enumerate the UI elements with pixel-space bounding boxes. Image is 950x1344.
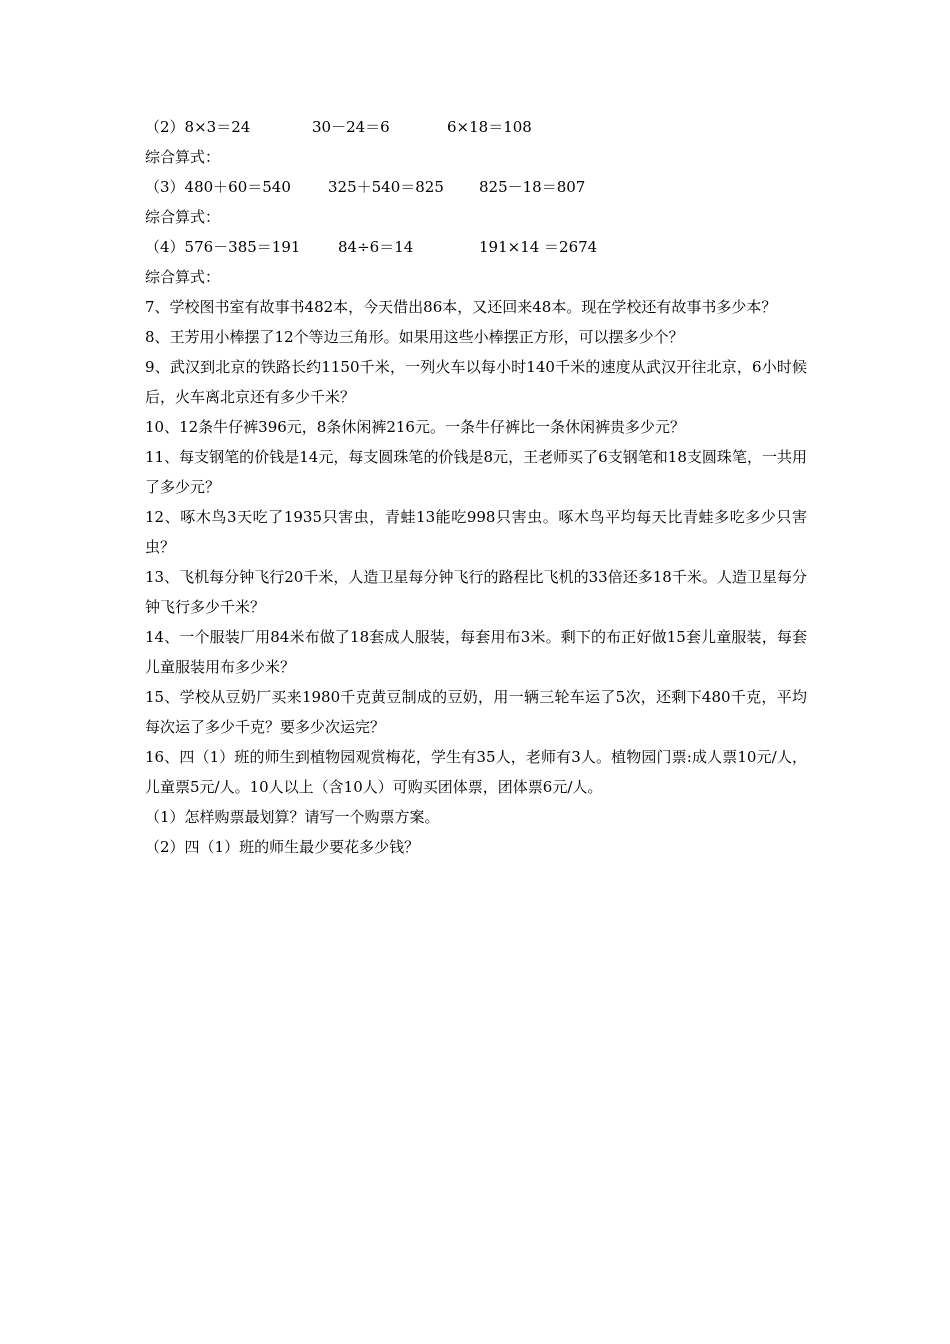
- equation-label: （3）: [145, 178, 185, 196]
- equation-item: 480＋60＝540: [184, 178, 291, 196]
- equation-item: 84÷6＝14: [338, 238, 414, 256]
- equation-item: 6×18＝108: [447, 118, 532, 136]
- equation-item: 825－18＝807: [479, 178, 586, 196]
- sub-question-2: （2）四（1）班的师生最少要花多少钱？: [145, 838, 420, 856]
- sub-question-1: （1）怎样购票最划算？请写一个购票方案。: [145, 808, 440, 826]
- equation-item: 30－24＝6: [312, 118, 390, 136]
- equation-item: 191×14 ＝2674: [479, 238, 598, 256]
- word-problem-11: 11、每支钢笔的价钱是14元，每支圆珠笔的价钱是8元，王老师买了6支钢笔和18支圆珠笔，一共用了多少元？: [145, 448, 807, 496]
- equation-item: 8×3＝24: [184, 118, 251, 136]
- equation-row-3: [145, 172, 807, 202]
- combined-formula-label: 综合算式：: [145, 268, 221, 286]
- word-problem-8: 8、王芳用小棒摆了12个等边三角形。如果用这些小棒摆正方形，可以摆多少个？: [145, 328, 684, 346]
- combined-formula-label: 综合算式：: [145, 148, 221, 166]
- equation-item: 576－385＝191: [184, 238, 301, 256]
- document-content: [145, 112, 807, 862]
- equation-group: [145, 112, 250, 142]
- word-problem-15: 15、学校从豆奶厂买来1980千克黄豆制成的豆奶，用一辆三轮车运了5次，还剩下480千克，平均每次运了多少千克？要多少次运完？: [145, 688, 807, 736]
- equation-label: （4）: [145, 238, 185, 256]
- word-problem-13: 13、飞机每分钟飞行20千米，人造卫星每分钟飞行的路程比飞机的33倍还多18千米。人造卫星每分钟飞行多少千米？: [145, 568, 807, 616]
- equation-item: 325＋540＝825: [328, 178, 444, 196]
- word-problem-9: 9、武汉到北京的铁路长约1150千米，一列火车以每小时140千米的速度从武汉开往北京，6小时候后，火车离北京还有多少千米？: [145, 358, 807, 406]
- equation-row-4: [145, 232, 807, 262]
- equation-group: [145, 232, 300, 262]
- word-problem-12: 12、啄木鸟3天吃了1935只害虫，青蛙13能吃998只害虫。啄木鸟平均每天比青蛙多吃多少只害虫？: [145, 508, 807, 556]
- equation-row-2: [145, 112, 807, 142]
- word-problem-14: 14、一个服装厂用84米布做了18套成人服装，每套用布3米。剩下的布正好做15套儿童服装，每套儿童服装用布多少米？: [145, 628, 807, 676]
- equation-group: [145, 172, 291, 202]
- equation-label: （2）: [145, 118, 185, 136]
- combined-formula-label: 综合算式：: [145, 208, 221, 226]
- word-problem-10: 10、12条牛仔裤396元，8条休闲裤216元。一条牛仔裤比一条休闲裤贵多少元？: [145, 418, 685, 436]
- word-problem-16: 16、四（1）班的师生到植物园观赏梅花，学生有35人，老师有3人。植物园门票:成人票10元/人，儿童票5元/人。10人以上（含10人）可购买团体票，团体票6元/人。: [145, 748, 807, 796]
- word-problem-7: 7、学校图书室有故事书482本，今天借出86本，又还回来48本。现在学校还有故事书多少本？: [145, 298, 777, 316]
